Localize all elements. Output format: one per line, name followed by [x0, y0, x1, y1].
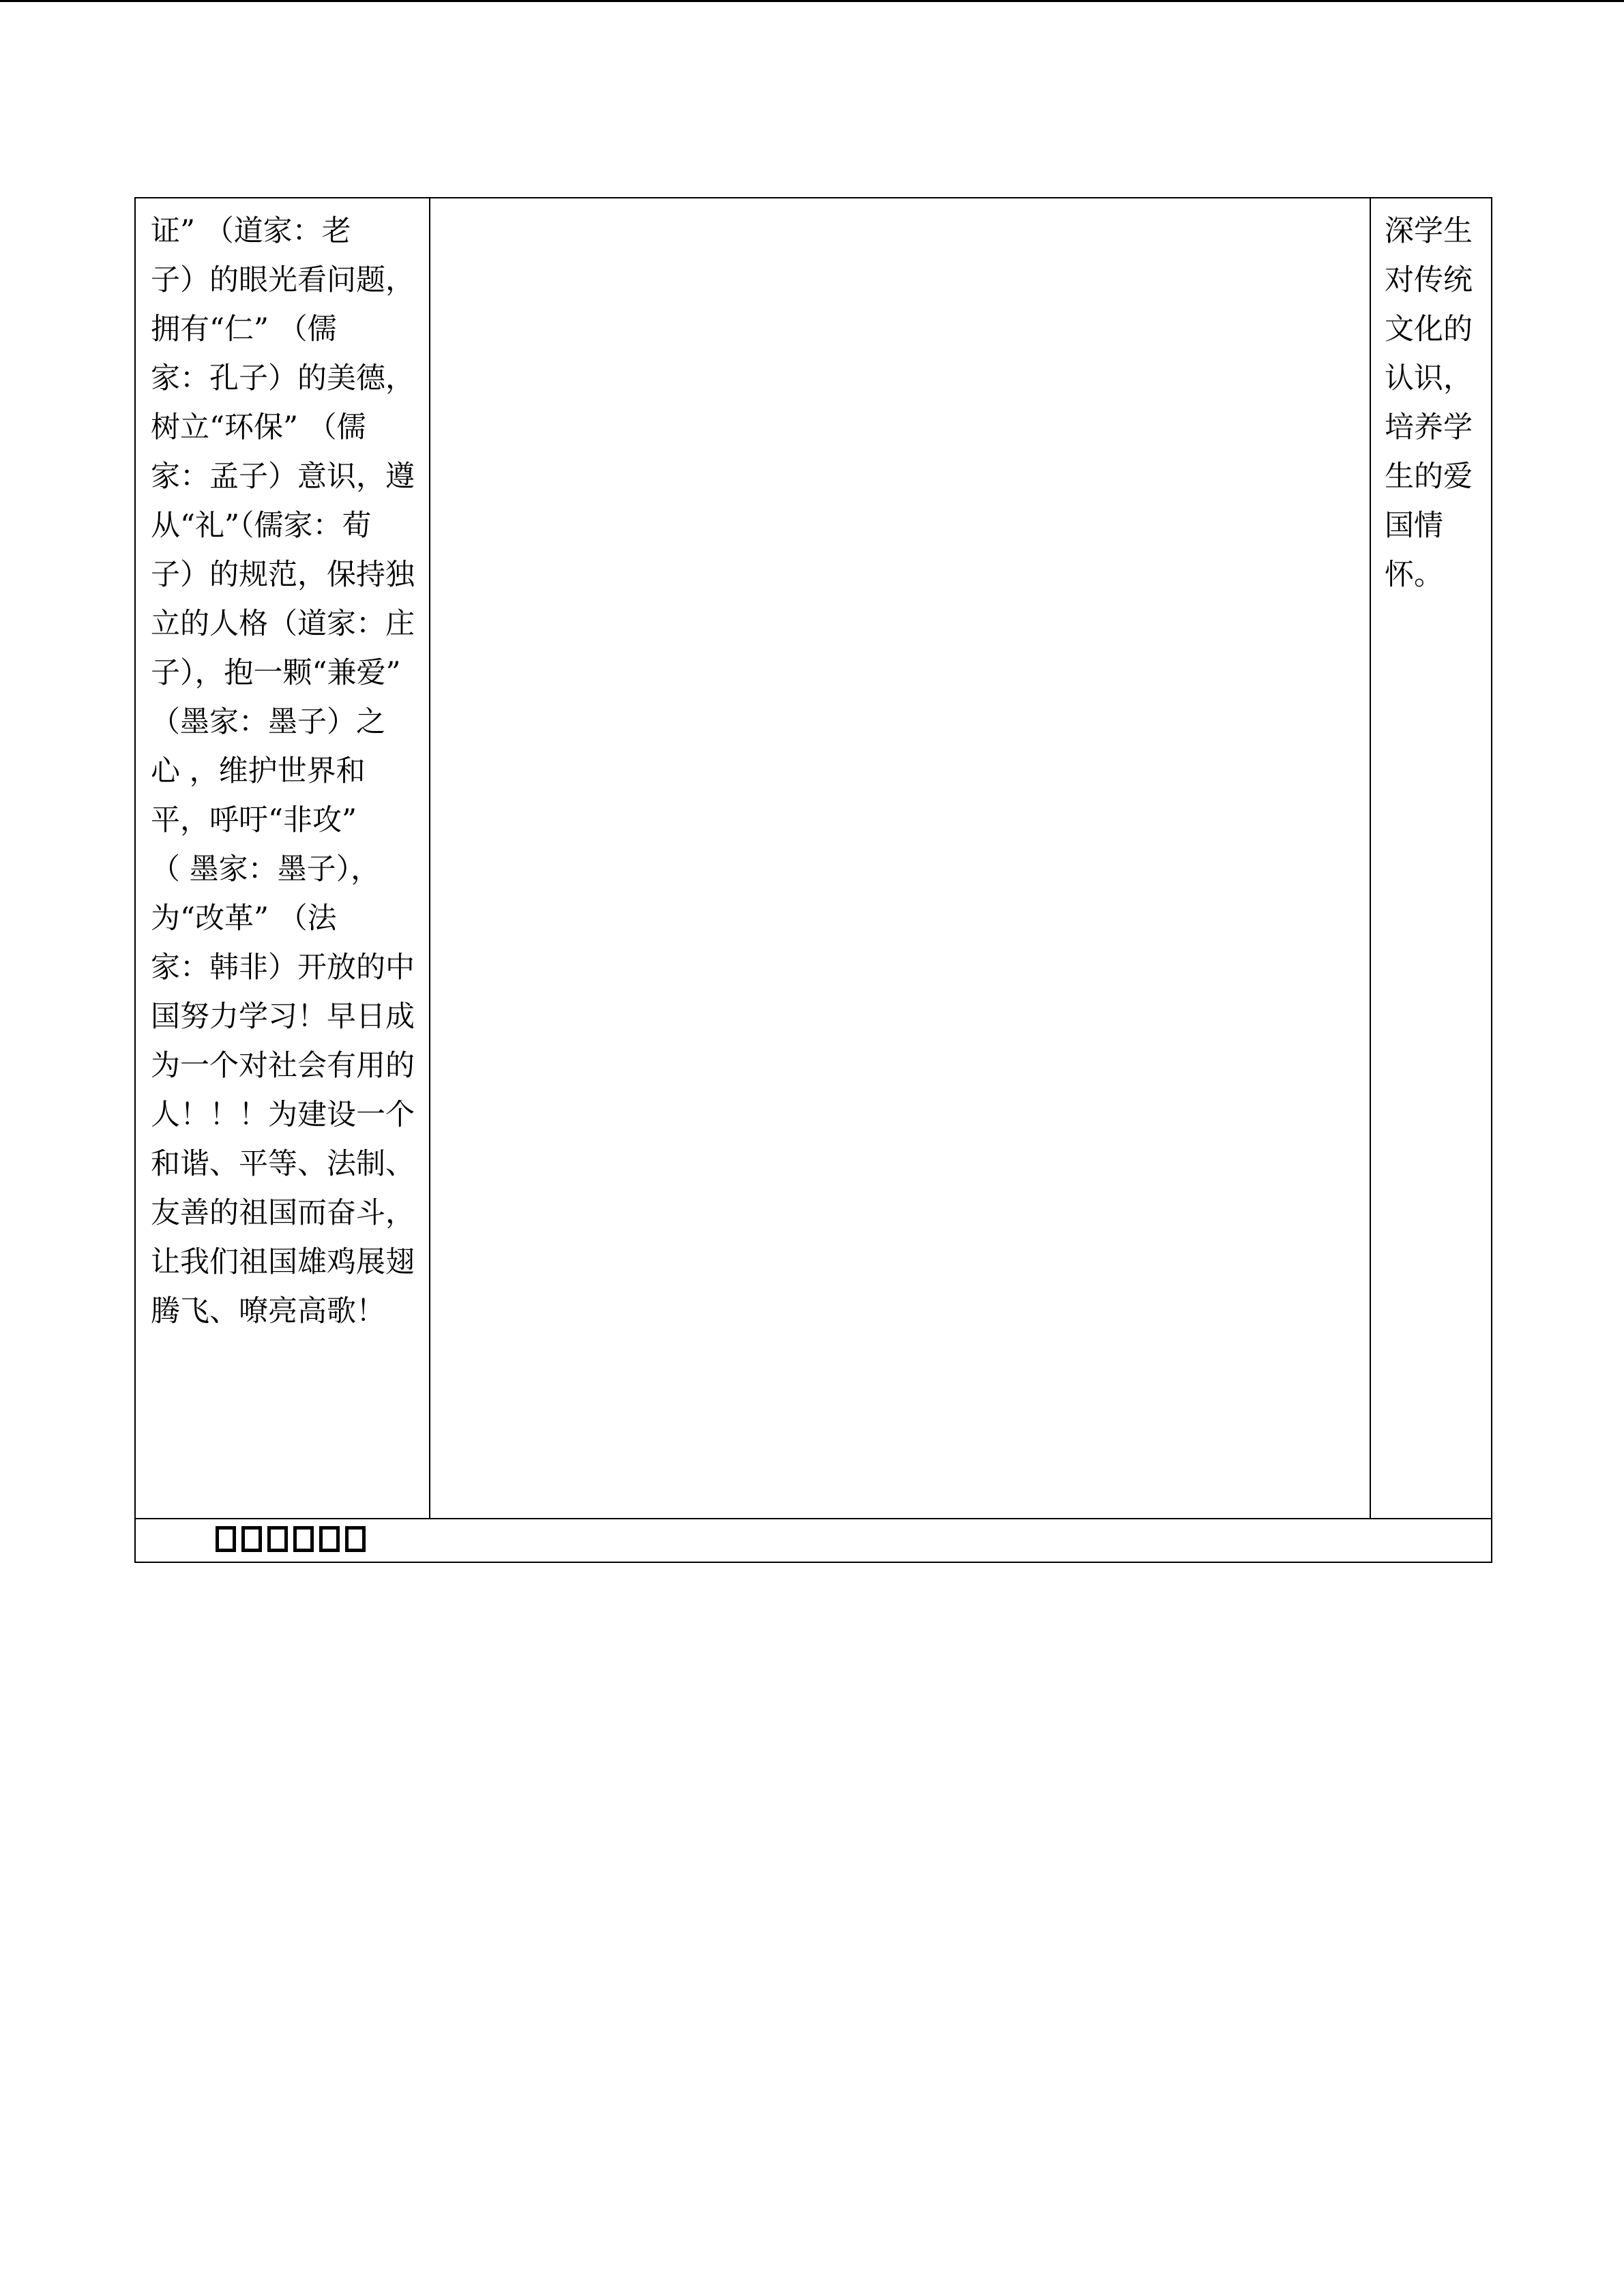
table-row-content — [135, 198, 1492, 1519]
lesson-plan-table — [134, 197, 1492, 1563]
top-border-rule — [0, 0, 1624, 2]
missing-glyph-box — [267, 1526, 288, 1552]
table-row-footer — [135, 1519, 1492, 1562]
missing-glyph-box — [345, 1526, 366, 1552]
content-left-text: 证” （道家：老 子）的眼光看问题， 拥有“仁” （儒 家：孔子）的美德， 树立“环保” （儒 家：孟子）意识，遵 从“礼”（儒家：荀 子）的规范，保持独 立的人格（道家：庄 子），抱一颗“兼爱” （墨家：墨子）之 心 ，维护世界和 平，呼吁“非攻” （ 墨家：墨子）， 为“改革” （法 家：韩非）开放的中 国努力学习！早日成 为一个对社会有用的 人！！！为建设一个 和谐、平等、法制、 友善的祖国而奋斗， 让我们祖国雄鸡展翅 腾飞、嘹亮高歌！ — [151, 214, 415, 1328]
content-right-text: 深学生 对传统 文化的 认识， 培养学 生的爱 国情 怀。 — [1385, 214, 1473, 592]
missing-glyph-box — [293, 1526, 314, 1552]
missing-glyph-box — [241, 1526, 262, 1552]
missing-glyph-box — [319, 1526, 340, 1552]
table-cell-content-left — [135, 198, 430, 1519]
table-cell-content-middle — [430, 198, 1370, 1519]
missing-glyph-box — [216, 1526, 236, 1552]
table-cell-content-right — [1370, 198, 1492, 1519]
missing-glyph-boxes — [216, 1526, 366, 1552]
table-cell-footer — [135, 1519, 1492, 1562]
